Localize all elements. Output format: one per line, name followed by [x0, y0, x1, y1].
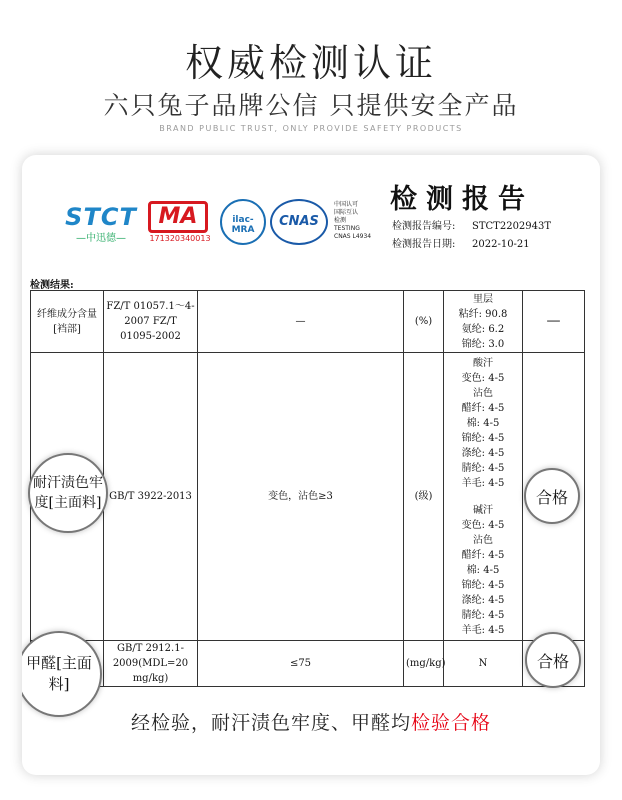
- result-line: 酸汗: [473, 357, 493, 369]
- cnas-text-line: 国际互认: [334, 209, 359, 216]
- cnas-logo-text: CNAS: [279, 214, 319, 229]
- result-line: 粘纤: 90.8: [458, 308, 508, 320]
- ma-certificate-number: 171320340013: [149, 234, 211, 243]
- report-title: 检测报告: [390, 184, 534, 215]
- result-line-spacer: [446, 491, 520, 503]
- cnas-text-line: TESTING: [334, 225, 360, 232]
- test-item-cell: 纤维成分含量[裆部]: [31, 291, 104, 353]
- result-line: 棉: 4-5: [466, 564, 500, 576]
- table-row: [31, 353, 585, 641]
- result-line: 锦纶: 3.0: [461, 338, 505, 350]
- conclusion-body: 经检验，耐汗渍色牢度、甲醛均: [130, 712, 411, 734]
- result-cell: N: [444, 641, 523, 687]
- standard-cell: GB/T 3922-2013: [104, 353, 198, 641]
- requirement-cell: 变色，沾色≥3: [198, 353, 404, 641]
- standard-cell: FZ/T 01057.1～4-2007 FZ/T 01095-2002: [104, 291, 198, 353]
- report-date-label: 检测报告日期:: [392, 239, 456, 250]
- stct-logo-subtitle: —中迅德—: [76, 233, 126, 244]
- page-title: 权威检测认证: [184, 41, 437, 85]
- unit-cell: (mg/kg): [404, 641, 444, 687]
- table-row: [31, 291, 585, 353]
- result-line: 腈纶: 4-5: [461, 462, 505, 474]
- page-subtitle: 六只兔子品牌公信 只提供安全产品: [103, 91, 519, 120]
- result-line: 羊毛: 4-5: [461, 477, 505, 489]
- ilac-mra-logo-text: ilac-MRA: [231, 215, 255, 235]
- standard-cell: GB/T 2912.1-2009(MDL=20 mg/kg): [104, 641, 198, 687]
- results-table: [30, 290, 585, 687]
- result-line: 棉: 4-5: [466, 417, 500, 429]
- pass-stamp: 合格: [525, 632, 581, 688]
- result-line: 沾色: [473, 387, 493, 399]
- result-line: 锦纶: 4-5: [461, 432, 505, 444]
- result-line: 沾色: [473, 534, 493, 546]
- unit-cell: (%): [404, 291, 444, 353]
- table-row: [31, 641, 585, 687]
- result-line: 碱汗: [473, 504, 493, 516]
- result-line: 氨纶: 6.2: [461, 323, 505, 335]
- ma-logo: [148, 201, 212, 243]
- report-date-line: [392, 235, 530, 250]
- formaldehyde-highlight: 甲醛[主面料]: [22, 631, 102, 717]
- stct-logo: [56, 203, 146, 244]
- conclusion-text: [22, 708, 600, 735]
- results-label: 检测结果:: [30, 280, 74, 291]
- unit-cell: (级): [404, 353, 444, 641]
- cnas-accreditation-text: [334, 201, 371, 241]
- cnas-logo: [270, 199, 328, 245]
- result-line: 变色: 4-5: [461, 372, 505, 384]
- requirement-cell: —: [198, 291, 404, 353]
- result-line: 羊毛: 4-5: [461, 624, 505, 636]
- ilac-mra-logo: [220, 199, 266, 245]
- result-line: 里层: [473, 293, 493, 305]
- page-subtitle-english: BRAND PUBLIC TRUST, ONLY PROVIDE SAFETY PRODUCTS: [159, 124, 463, 133]
- perspiration-fastness-highlight: 耐汗渍色牢度[主面料]: [28, 453, 108, 533]
- result-line: 醋纤: 4-5: [461, 402, 505, 414]
- test-report-card: [22, 155, 600, 775]
- result-line: 醋纤: 4-5: [461, 549, 505, 561]
- requirement-cell: ≤75: [198, 641, 404, 687]
- verdict-cell: —: [523, 291, 585, 353]
- pass-stamp: 合格: [524, 468, 580, 524]
- result-line: 锦纶: 4-5: [461, 579, 505, 591]
- stct-logo-word: STCT: [65, 203, 137, 231]
- result-line: 涤纶: 4-5: [461, 447, 505, 459]
- report-date: 2022-10-21: [472, 239, 530, 250]
- result-line: 腈纶: 4-5: [461, 609, 505, 621]
- cnas-text-line: 检测: [334, 217, 347, 224]
- cnas-text-line: CNAS L4934: [334, 233, 372, 240]
- result-cell: [444, 353, 523, 641]
- report-number-label: 检测报告编号:: [392, 221, 456, 232]
- conclusion-highlight: 检验合格: [411, 712, 492, 734]
- result-cell: [444, 291, 523, 353]
- report-number: STCT2202943T: [472, 221, 552, 232]
- cnas-text-line: 中国认可: [334, 201, 359, 208]
- result-line: 变色: 4-5: [461, 519, 505, 531]
- ma-logo-box: MA: [148, 201, 208, 233]
- result-line: 涤纶: 4-5: [461, 594, 505, 606]
- report-number-line: [392, 217, 551, 232]
